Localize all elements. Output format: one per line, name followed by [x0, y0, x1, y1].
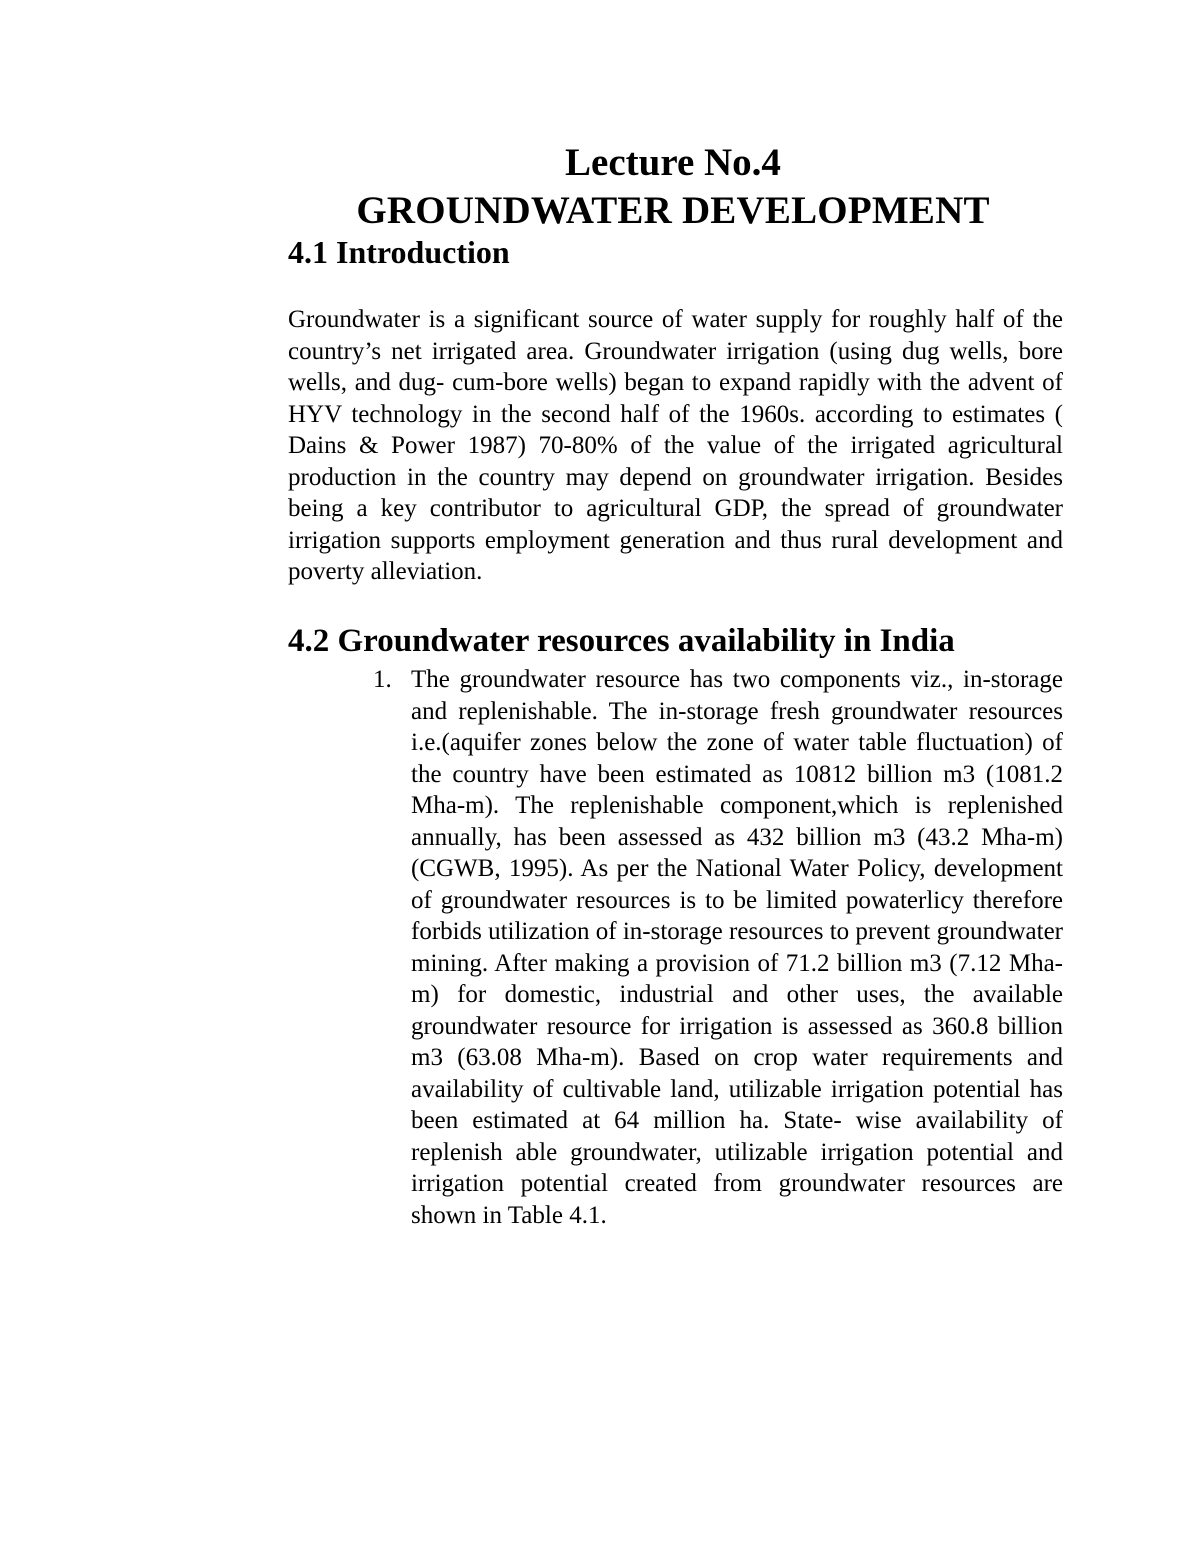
list-item — [288, 664, 1063, 1231]
section-heading-resources: 4.2 Groundwater resources availability in India — [288, 623, 955, 659]
introduction-paragraph: Groundwater is a significant source of water supply for roughly half of the country’s net irrigated area. Groundwater irrigation (using dug wells, bore wells, and dug- cum-bore wells) began to expand rapidly with the advent of HYV technology in the second half of the 1960s. according to estimates ( Dains & Power 1987) 70-80% of the value of the irrigated agricultural production in the country may depend on groundwater irrigation. Besides being a key contributor to agricultural GDP, the spread of groundwater irrigation supports employment generation and thus rural development and poverty alleviation. — [288, 306, 1063, 585]
section-heading-introduction: 4.1 Introduction — [288, 234, 510, 270]
lecture-title: Lecture No.4 — [565, 141, 781, 184]
list-item-text: The groundwater resource has two components viz., in-storage and replenishable. The in-storage fresh groundwater resources i.e.(aquifer zones below the zone of water table fluctuation) of the country have been estimated as 10812 billion m3 (1081.2 Mha-m). The replenishable component,which is replenished annually, has been assessed as 432 billion m3 (43.2 Mha-m) (CGWB, 1995). As per the National Water Policy, development of groundwater resources is to be limited powaterlicy therefore forbids utilization of in-storage resources to prevent groundwater mining. After making a provision of 71.2 billion m3 (7.12 Mha-m) for domestic, industrial and other uses, the available groundwater resource for irrigation is assessed as 360.8 billion m3 (63.08 Mha-m). Based on crop water requirements and availability of cultivable land, utilizable irrigation potential has been estimated at 64 million ha. State- wise availability of replenish able groundwater, utilizable irrigation potential and irrigation potential created from groundwater resources are shown in Table 4.1. — [411, 666, 1063, 1229]
main-title: GROUNDWATER DEVELOPMENT — [356, 189, 990, 232]
list-item-marker: 1. — [373, 666, 392, 693]
resources-list — [288, 664, 1063, 1231]
